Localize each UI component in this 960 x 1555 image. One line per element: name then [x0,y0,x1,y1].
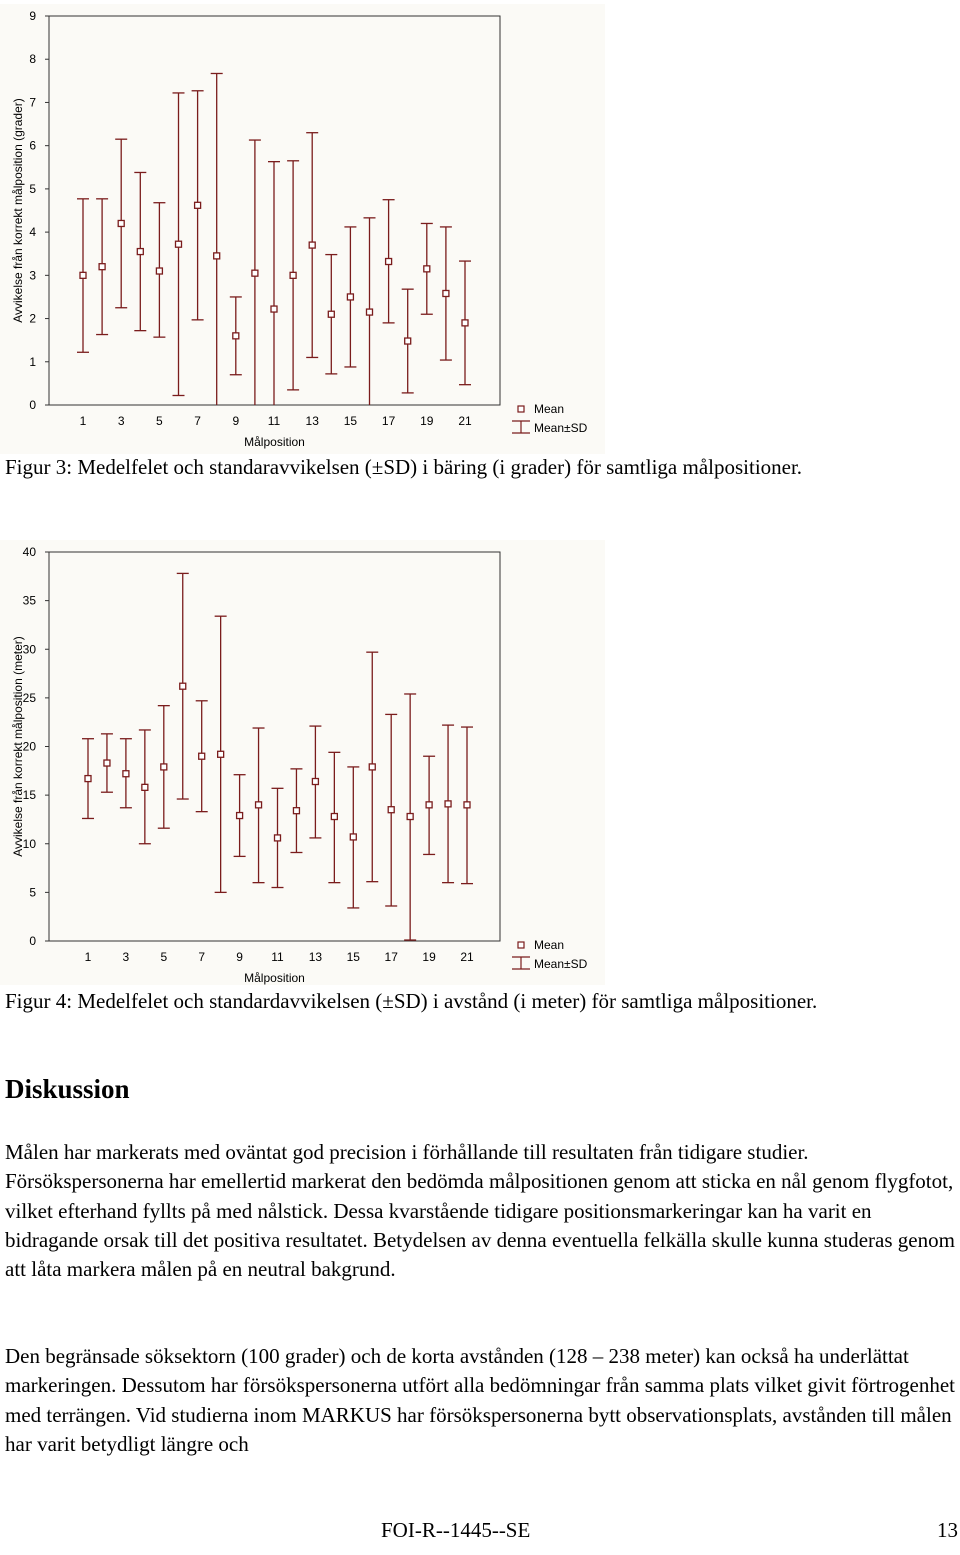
legend-sd-label: Mean±SD [534,957,588,971]
mean-point [350,834,356,840]
x-tick-label: 13 [308,950,323,964]
y-axis-label: Avvikelse från korrekt målposition (meter) [11,636,25,857]
mean-point [180,683,186,689]
x-tick-label: 21 [458,414,472,428]
legend-mean-marker [518,942,524,948]
y-tick-label: 40 [22,545,36,559]
mean-point [137,249,143,255]
x-tick-label: 17 [384,950,398,964]
x-tick-label: 1 [84,950,92,964]
plot-frame [49,552,500,941]
y-tick-label: 30 [22,642,36,657]
y-tick-label: 2 [29,311,36,326]
mean-point [309,242,315,248]
mean-point [85,776,91,782]
mean-point [407,814,413,820]
mean-point [214,253,220,259]
mean-point [156,268,162,274]
mean-point [426,802,432,808]
mean-point [328,311,334,317]
y-tick-label: 1 [29,354,36,369]
legend-sd-label: Mean±SD [534,421,588,435]
figure-4-caption: Figur 4: Medelfelet och standardavvikelsen (±SD) i avstånd (i meter) för samtliga målpositioner. [5,989,818,1013]
mean-point [176,241,182,247]
mean-point [80,272,86,278]
x-tick-label: 15 [343,414,358,428]
mean-point [271,306,277,312]
mean-point [256,802,262,808]
paragraph: Målen har markerats med oväntat god precision i förhållande till resultaten från tidigare studier. Försökspersonerna har emellertid markerat den bedömda målpositionen genom att sticka en nål genom flygfotot, vilket efterhand fyllts på med nålstick. Dessa kvarstående tidigare positionsmarkeringar kan ha varit en bidragande orsak till det positiva resultatet. Betydelsen av denna eventuella felkälla skulle kunna studeras genom att låta markera målen på en neutral bakgrund. [5,1140,955,1282]
y-axis-label: Avvikelse från korrekt målposition (grader) [11,98,25,323]
mean-point [405,338,411,344]
x-tick-label: 9 [236,950,243,964]
mean-point [388,807,394,813]
y-tick-label: 5 [29,181,36,196]
x-tick-label: 15 [346,950,360,964]
y-tick-label: 15 [22,788,36,803]
legend-mean-label: Mean [534,938,565,952]
x-tick-label: 19 [420,414,434,428]
y-tick-label: 3 [29,268,36,283]
y-tick-label: 25 [22,690,36,705]
mean-point [195,202,201,208]
y-tick-label: 5 [29,885,36,900]
x-tick-label: 13 [305,414,319,428]
x-tick-label: 21 [460,950,474,964]
page-number: 13 [937,1518,958,1542]
y-tick-label: 6 [29,138,36,153]
paragraph: Den begränsade söksektorn (100 grader) och de korta avstånden (128 – 238 meter) kan också ha underlättat markeringen. Dessutom har försökspersonerna utfört alla bedömningar från samma plats vilket givit förtrogenhet med terrängen. Vid studierna inom MARKUS har försökspersonerna bytt observationsplats, avstånden till målen har varit betydligt längre och [5,1344,955,1456]
x-tick-label: 17 [381,414,396,428]
y-tick-label: 10 [22,836,36,851]
mean-point [462,320,468,326]
x-tick-label: 1 [79,414,87,428]
mean-point [386,259,392,265]
mean-point [275,835,281,841]
legend-mean-label: Mean [534,402,565,416]
mean-point [118,220,124,226]
report-id: FOI-R--1445--SE [381,1518,531,1542]
x-axis-label: Målposition [244,435,305,449]
mean-point [331,814,337,820]
x-tick-label: 11 [267,414,281,428]
mean-point [104,760,110,766]
y-tick-label: 9 [29,9,36,23]
mean-point [123,771,129,777]
x-tick-label: 7 [198,950,206,964]
mean-point [199,753,205,759]
x-tick-label: 11 [271,950,284,964]
x-tick-label: 9 [232,414,240,428]
mean-point [443,290,449,296]
y-tick-label: 35 [22,593,36,608]
x-axis-label: Målposition [244,971,305,985]
x-tick-label: 5 [156,414,163,428]
mean-point [369,764,375,770]
mean-point [290,272,296,278]
mean-point [142,784,148,790]
x-tick-label: 7 [194,414,201,428]
x-tick-label: 5 [160,950,168,964]
figure-3-plot [0,4,605,454]
legend-mean-marker [518,406,524,412]
y-tick-label: 20 [22,739,36,754]
y-tick-label: 4 [29,225,36,240]
mean-point [464,802,470,808]
x-tick-label: 19 [422,950,436,964]
mean-point [252,270,258,276]
mean-point [293,808,299,814]
mean-point [99,264,105,270]
mean-point [445,801,451,807]
mean-point [237,813,243,819]
figure-4-plot [0,540,605,985]
figure-3-caption: Figur 3: Medelfelet och standaravvikelsen (±SD) i bäring (i grader) för samtliga målpositioner. [5,455,803,479]
mean-point [233,333,239,339]
y-tick-label: 0 [29,934,36,948]
figure-3-chart [0,4,605,454]
y-tick-label: 0 [29,398,36,412]
figure-4-chart [0,540,605,985]
mean-point [367,309,373,315]
mean-point [424,266,430,272]
y-tick-label: 8 [29,52,36,67]
x-tick-label: 3 [122,950,130,964]
mean-point [161,764,167,770]
mean-point [312,779,318,785]
mean-point [347,294,353,300]
mean-point [218,751,224,757]
section-heading: Diskussion [5,1074,130,1104]
y-tick-label: 7 [29,95,36,110]
x-tick-label: 3 [117,414,125,428]
